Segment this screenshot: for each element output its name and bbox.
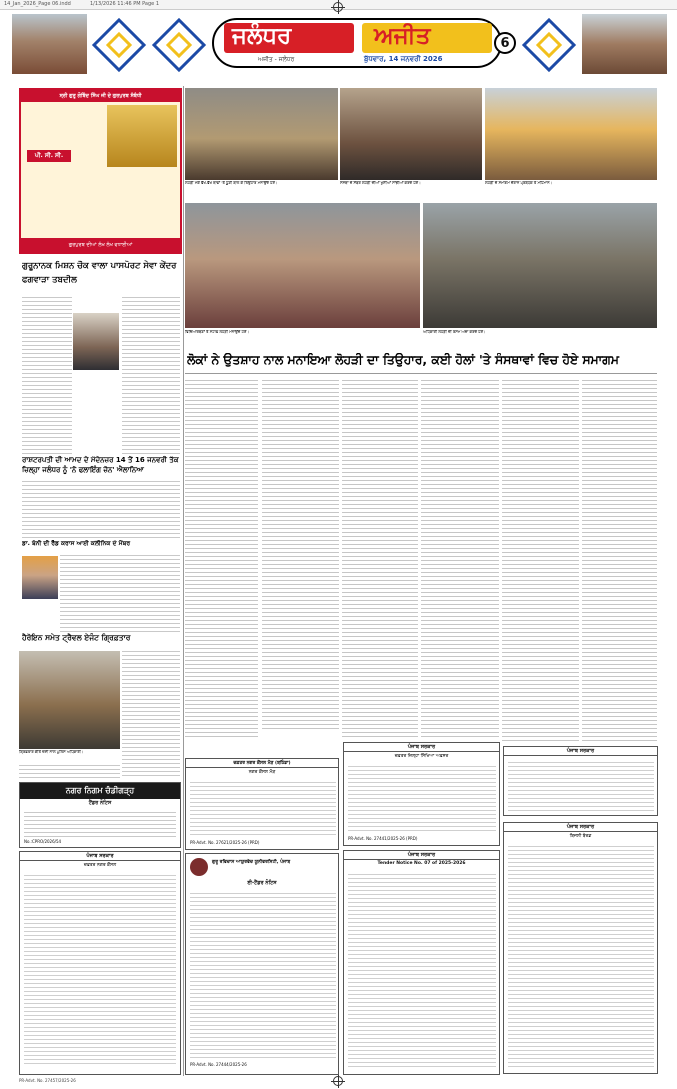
notice-title: ਨਗਰ ਨਿਗਮ ਚੰਡੀਗੜ੍ਹ xyxy=(20,783,180,799)
promo-text xyxy=(25,106,103,146)
university-body xyxy=(190,890,336,1058)
headline-heroin: ਹੈਰੋਇਨ ਸਮੇਤ ਟ੍ਰੈਵਲ ਏਜੰਟ ਗ੍ਰਿਫ਼ਤਾਰ xyxy=(22,633,131,642)
mid-ad-2-ref: Tender Notice No. 07 of 2025-2026 xyxy=(377,861,466,866)
article-col-4 xyxy=(421,377,499,737)
article-col-6 xyxy=(582,377,657,742)
notice-body xyxy=(24,809,176,837)
article-passport-col2 xyxy=(122,294,180,454)
university-ref: PR-Advt. No. 27444/2025-26 xyxy=(190,1062,247,1067)
promo-badge: ਪੀ. ਸੀ. ਸੀ. xyxy=(27,150,71,162)
slug-meta: 1/13/2026 11:46 PM Page 1 xyxy=(90,1,160,7)
right-ad-1-body xyxy=(508,759,654,811)
right-ad-1-title: ਪੰਜਾਬ ਸਰਕਾਰ xyxy=(504,747,657,756)
registration-mark-top xyxy=(333,2,343,12)
photo-rangoli-event xyxy=(485,88,657,180)
university-sub: ਈ-ਟੈਂਡਰ ਨੋਟਿਸ xyxy=(247,880,277,886)
photo-group-seated xyxy=(340,88,482,180)
building-photo-left xyxy=(12,14,87,74)
column-rule-1 xyxy=(183,86,184,1076)
council-notice-ref: PR-Advt. No. 27621/2025-26 (PRD) xyxy=(190,840,260,845)
article-col-1 xyxy=(185,377,258,737)
masthead xyxy=(12,14,667,76)
headline-red-cross: ਡਾ. ਬੋਨੀ ਦੀ ਰੈੱਡ ਕਰਾਸ ਆਈ ਕਲੀਨਿਕ ਦੇ ਮੈਂਬਰ xyxy=(22,540,131,547)
left-bottom-ad-title: ਪੰਜਾਬ ਸਰਕਾਰ xyxy=(20,852,180,861)
masthead-title-right: ਅਜੀਤ xyxy=(374,23,431,49)
caption-photo-2: ਸੰਸਥਾ ਦੇ ਮੈਂਬਰ ਲੋਹੜੀ ਦੀਆਂ ਖੁਸ਼ੀਆਂ ਸਾਂਝੀਆਂ ਕਰਦੇ ਹੋਏ। xyxy=(340,181,421,185)
council-notice-body xyxy=(190,779,336,837)
right-ad-1 xyxy=(503,746,658,816)
photo-lohri-bonfire xyxy=(185,88,338,180)
article-col-2 xyxy=(262,377,339,732)
right-ad-2 xyxy=(503,822,658,1074)
police-photo xyxy=(19,651,120,749)
photo-women-lohri xyxy=(185,203,420,328)
mid-ad-1-sub: ਦਫ਼ਤਰ ਜ਼ਿਲ੍ਹਾ ਸਿੱਖਿਆ ਅਫ਼ਸਰ xyxy=(394,754,449,759)
phulkari-pattern-left xyxy=(90,16,208,74)
mid-ad-1-title: ਪੰਜਾਬ ਸਰਕਾਰ xyxy=(344,743,499,752)
headline-passport: ਗੁਰੂਨਾਨਕ ਮਿਸ਼ਨ ਚੌਕ ਵਾਲਾ ਪਾਸਪੋਰਟ ਸੇਵਾ ਕੇਂਦਰ ਫਗਵਾੜਾ ਤਬਦੀਲ xyxy=(22,261,177,285)
left-bottom-ad-sub: ਦਫ਼ਤਰ ਨਗਰ ਕੌਂਸਲ xyxy=(83,863,117,868)
phulkari-pattern-right xyxy=(520,16,580,74)
article-col-3 xyxy=(342,377,418,737)
footer-ref: PR-Advt. No. 27457/2025-26 xyxy=(19,1078,76,1083)
police-photo-caption: ਗ੍ਰਿਫ਼ਤਾਰ ਕੀਤੇ ਦੋਸ਼ੀ ਨਾਲ ਪੁਲਿਸ ਅਧਿਕਾਰੀ। xyxy=(19,750,84,754)
caption-photo-5: ਅਧਿਕਾਰੀ ਲੋਹੜੀ ਦੀ ਰਸਮ ਅਦਾ ਕਰਦੇ ਹੋਏ। xyxy=(423,330,486,334)
council-notice-title: ਦਫ਼ਤਰ ਨਗਰ ਕੌਂਸਲ ਮੌੜ (ਬਠਿੰਡਾ) xyxy=(186,759,338,768)
article-heroin-tail xyxy=(19,762,120,778)
right-ad-2-body xyxy=(508,843,654,1068)
caption-photo-4: ਵਿਦਿਆਰਥਣਾਂ ਤੇ ਸਟਾਫ਼ ਲੋਹੜੀ ਮਨਾਉਂਦੇ ਹੋਏ। xyxy=(185,330,249,334)
portrait-photo-1 xyxy=(73,313,119,370)
main-headline: ਲੋਕਾਂ ਨੇ ਉਤਸ਼ਾਹ ਨਾਲ ਮਨਾਇਆ ਲੋਹੜੀ ਦਾ ਤਿਉਹਾਰ, ਕਈ ਹੋਲਾਂ 'ਤੇ ਸੰਸਥਾਵਾਂ ਵਿਚ ਹੋਏ ਸਮਾਗਮ xyxy=(187,353,619,367)
caption-photo-1: ਲੋਹੜੀ ਮੌਕੇ ਵੱਖ-ਵੱਖ ਥਾਵਾਂ 'ਤੇ ਧੂਣੀ ਬਾਲ ਕੇ ਤਿਉਹਾਰ ਮਨਾਉਂਦੇ ਹੋਏ। xyxy=(185,181,278,185)
masthead-logo xyxy=(212,18,502,68)
mid-ad-2-body xyxy=(348,871,496,1069)
article-no-flying-zone xyxy=(22,478,180,538)
promo-box xyxy=(19,88,182,254)
council-notice-sub: ਨਗਰ ਕੌਂਸਲ ਮੌੜ xyxy=(248,770,276,775)
building-photo-right xyxy=(582,14,667,74)
caption-photo-3: ਲੋਹੜੀ ਦੇ ਸਮਾਗਮ ਦੌਰਾਨ ਪ੍ਰਬੰਧਕ ਤੇ ਮਹਿਮਾਨ। xyxy=(485,181,553,185)
page-number: 6 xyxy=(500,36,510,51)
masthead-subtitle: ਅਜੀਤ - ਜਲੰਧਰ xyxy=(258,56,295,63)
slug-filename: 14_Jan_2026_Page 06.indd xyxy=(4,1,71,7)
portrait-photo-2 xyxy=(22,556,58,599)
university-title: ਗੁਰੂ ਰਵਿਦਾਸ ਆਯੁਰਵੇਦ ਯੂਨੀਵਰਸਿਟੀ, ਪੰਜਾਬ xyxy=(212,860,291,865)
headline-no-flying-zone: ਰਾਸ਼ਟਰਪਤੀ ਦੀ ਆਮਦ ਦੇ ਮੱਦੇਨਜ਼ਰ 14 ਤੋਂ 16 ਜਨਵਰੀ ਤੱਕ ਜ਼ਿਲ੍ਹਾ ਜਲੰਧਰ ਨੂੰ 'ਨੋ ਫਲਾਇੰਗ ਜ਼ੋਨ' ਐਲਾਨਿਆ xyxy=(22,456,179,474)
gurudwara-photo xyxy=(107,105,177,167)
article-col-5 xyxy=(502,377,579,742)
masthead-title-left: ਜਲੰਧਰ xyxy=(232,23,292,49)
masthead-date: ਬੁੱਧਵਾਰ, 14 ਜਨਵਰੀ 2026 xyxy=(364,55,443,63)
photo-officials-lohri xyxy=(423,203,657,328)
promo-title: ਸ੍ਰੀ ਗੁਰੂ ਗੋਬਿੰਦ ਸਿੰਘ ਜੀ ਦੇ ਗੁਰਪੁਰਬ ਸੰਬੰਧੀ xyxy=(21,90,180,102)
mid-ad-1-body xyxy=(348,763,496,833)
article-passport-col1 xyxy=(22,294,72,454)
right-ad-2-title: ਪੰਜਾਬ ਸਰਕਾਰ xyxy=(504,823,657,832)
notice-ref: No.:CPRO/2026/54 xyxy=(24,839,62,844)
right-ad-2-sub: ਬਿਜਲੀ ਬੋਰਡ xyxy=(569,834,592,839)
mid-ad-2 xyxy=(343,850,500,1075)
council-notice xyxy=(185,758,339,850)
university-logo xyxy=(190,858,208,876)
mid-ad-2-title: ਪੰਜਾਬ ਸਰਕਾਰ xyxy=(344,851,499,860)
nagar-nigam-notice xyxy=(19,782,181,848)
notice-sub: ਟੈਂਡਰ ਨੋਟਿਸ xyxy=(88,800,112,806)
mid-ad-1 xyxy=(343,742,500,846)
left-bottom-ad xyxy=(19,851,181,1075)
article-red-cross xyxy=(60,552,180,632)
university-tender xyxy=(185,853,339,1075)
page-number-badge xyxy=(494,32,516,54)
mid-ad-1-ref: PR-Advt. No. 27441/2025-26 (PRD) xyxy=(348,836,418,841)
headline-rule xyxy=(185,373,657,374)
left-bottom-ad-body xyxy=(24,872,176,1067)
promo-bottom: ਗੁਰਪੁਰਬ ਦੀਆਂ ਲੱਖ ਲੱਖ ਵਧਾਈਆਂ xyxy=(21,238,180,252)
registration-mark-bottom xyxy=(333,1076,343,1086)
article-heroin xyxy=(122,648,180,778)
promo-body xyxy=(25,172,177,232)
